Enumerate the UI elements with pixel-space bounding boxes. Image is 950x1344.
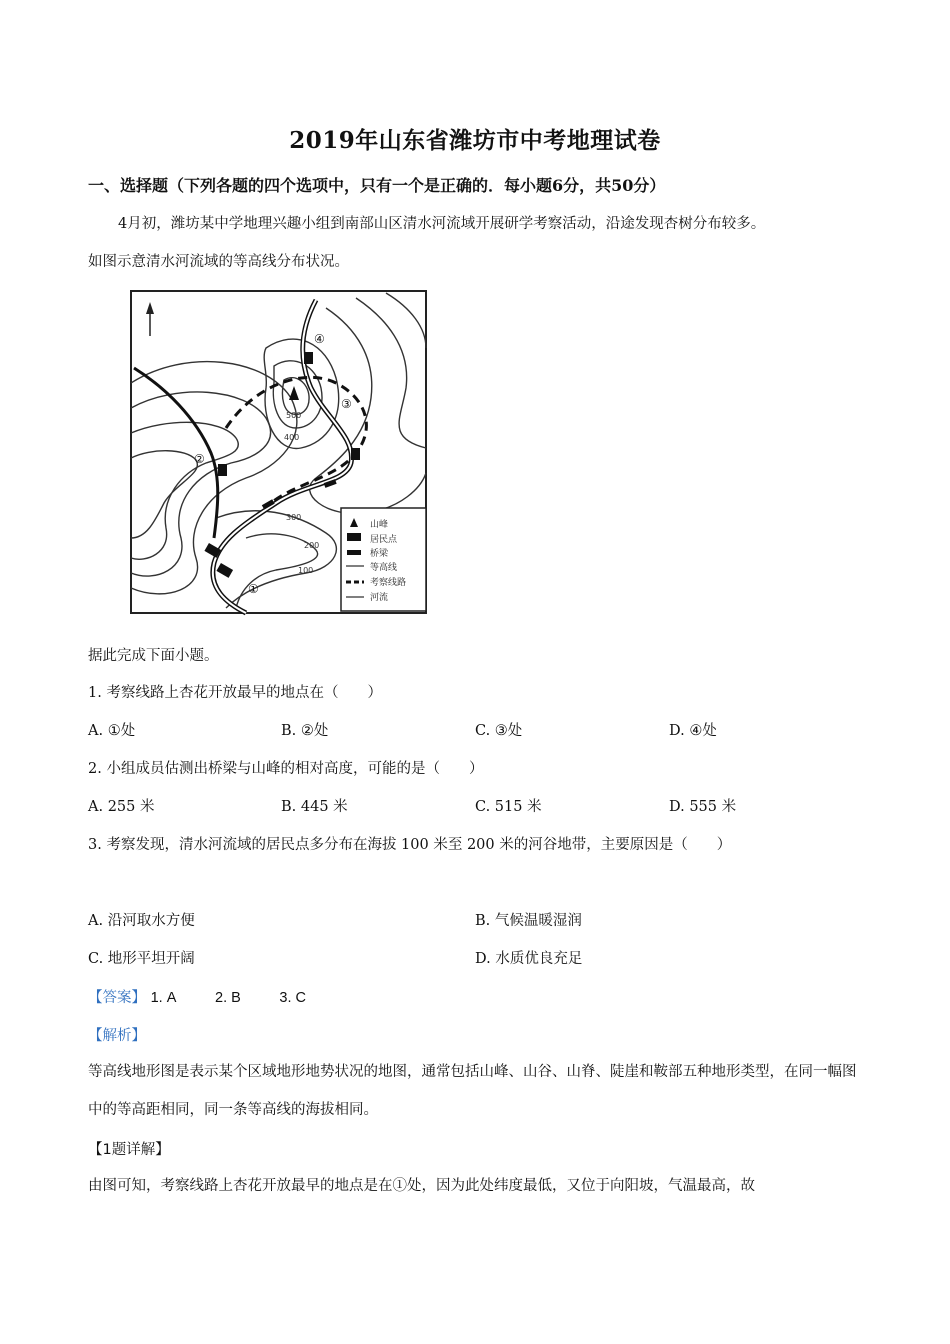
legend-route: 考察线路 (370, 578, 407, 588)
answer-2: 2. B (215, 990, 241, 1006)
legend-contour: 等高线 (370, 563, 398, 573)
q1-option-d: D. ④处 (669, 723, 717, 739)
q1-option-c: C. ③处 (475, 723, 523, 739)
legend-settlement: 居民点 (370, 535, 398, 545)
q2-option-a: A. 255 米 (88, 799, 155, 815)
intro-paragraph-line-1: 4月初，潍坊某中学地理兴趣小组到南部山区清水河流域开展研学考察活动，沿途发现杏树分布较多。 (118, 216, 766, 232)
contour-label: 200 (304, 541, 320, 550)
legend-peak: 山峰 (370, 520, 389, 530)
contour-label: 400 (284, 433, 300, 442)
analysis-tag: 【解析】 (88, 1028, 146, 1044)
map-legend (341, 508, 426, 611)
river-line (134, 300, 352, 613)
peak-icon (289, 386, 299, 400)
q1-option-a: A. ①处 (88, 723, 136, 739)
marker-2: ② (194, 452, 205, 466)
q2-option-b: B. 445 米 (281, 799, 348, 815)
detail-paragraph: 由图可知，考察线路上杏花开放最早的地点是在①处，因为此处纬度最低，又位于向阳坡，气温最高，故 (88, 1178, 755, 1194)
question-3: 3. 考察发现，清水河流域的居民点多分布在海拔 100 米至 200 米的河谷地带，主要原因是（ ） (88, 837, 732, 853)
answer-1: 1. A (150, 990, 177, 1006)
section-heading: 一、选择题（下列各题的四个选项中，只有一个是正确的．每小题6分，共50分） (88, 176, 666, 195)
q3-option-a: A. 沿河取水方便 (88, 913, 195, 929)
q2-option-c: C. 515 米 (475, 799, 542, 815)
contour-label: 500 (286, 411, 302, 420)
contour-label: 300 (286, 513, 302, 522)
question-1: 1. 考察线路上杏花开放最早的地点在（ ） (88, 685, 382, 701)
prompt-text: 据此完成下面小题。 (88, 648, 219, 664)
q3-option-c: C. 地形平坦开阔 (88, 951, 195, 967)
settlement-markers (204, 352, 360, 578)
answer-row (88, 986, 340, 1007)
marker-3: ③ (341, 397, 352, 411)
legend-bridge: 桥梁 (370, 549, 389, 559)
q2-option-d: D. 555 米 (669, 799, 737, 815)
marker-1: ① (248, 582, 259, 596)
contour-label: 100 (298, 566, 314, 575)
page-title: 2019年山东省潍坊市中考地理试卷 (289, 127, 661, 154)
q1-option-b: B. ②处 (281, 723, 329, 739)
analysis-paragraph: 等高线地形图是表示某个区域地形地势状况的地图，通常包括山峰、山谷、山脊、陡崖和鞍部五种地形类型，在同一幅图中的等高距相同，同一条等高线的海拔相同。 (88, 1064, 857, 1118)
answer-tag: 【答案】 (88, 990, 146, 1006)
marker-4: ④ (314, 332, 325, 346)
intro-paragraph-line-2: 如图示意清水河流域的等高线分布状况。 (88, 254, 349, 270)
contour-map-figure (126, 288, 434, 618)
q3-option-b: B. 气候温暖湿润 (475, 913, 582, 929)
question-2: 2. 小组成员估测出桥梁与山峰的相对高度，可能的是（ ） (88, 761, 484, 777)
legend-river: 河流 (370, 593, 389, 603)
north-arrow-icon (146, 302, 154, 336)
detail-tag: 【1题详解】 (88, 1142, 170, 1158)
q3-option-d: D. 水质优良充足 (475, 951, 583, 967)
answer-3: 3. C (279, 990, 307, 1006)
